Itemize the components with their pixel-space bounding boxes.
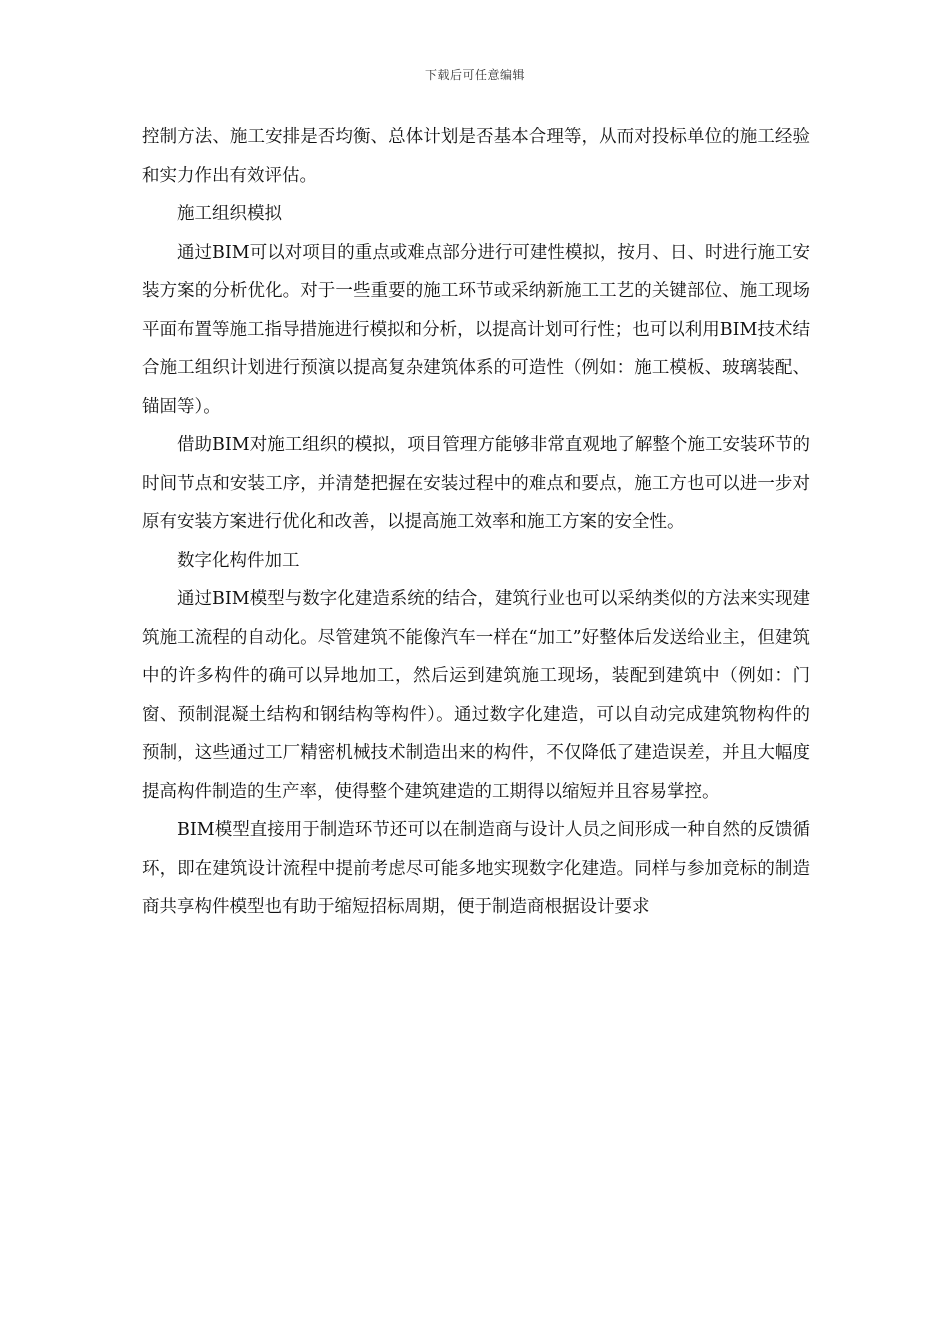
paragraph-2: 通过BIM可以对项目的重点或难点部分进行可建性模拟，按月、日、时进行施工安装方案的分析优化。对于一些重要的施工环节或采纳新施工工艺的关键部位、施工现场平面布置等施工指导措施进行模拟和分析，以提高计划可行性；也可以利用BIM技术结合施工组织计划进行预演以提高复杂建筑体系的可造性（例如：施工模板、玻璃装配、锚固等）。 xyxy=(142,242,810,417)
page-header: 下载后可任意编辑 xyxy=(424,68,525,82)
paragraph-3: 借助BIM对施工组织的模拟，项目管理方能够非常直观地了解整个施工安装环节的时间节点和安装工序，并清楚把握在安装过程中的难点和要点，施工方也可以进一步对原有安装方案进行优化和改善，以提高施工效率和施工方案的安全性。 xyxy=(142,435,810,532)
paragraph-5: BIM模型直接用于制造环节还可以在制造商与设计人员之间形成一种自然的反馈循环，即在建筑设计流程中提前考虑尽可能多地实现数字化建造。同样与参加竞标的制造商共享构件模型也有助于缩短招标周期，便于制造商根据设计要求 xyxy=(142,820,810,917)
section-heading-digital-fabrication: 数字化构件加工 xyxy=(177,550,300,571)
document-body xyxy=(142,118,810,927)
paragraph-4: 通过BIM模型与数字化建造系统的结合，建筑行业也可以采纳类似的方法来实现建筑施工流程的自动化。尽管建筑不能像汽车一样在“加工”好整体后发送给业主，但建筑中的许多构件的确可以异地加工，然后运到建筑施工现场，装配到建筑中（例如：门窗、预制混凝土结构和钢结构等构件）。通过数字化建造，可以自动完成建筑物构件的预制，这些通过工厂精密机械技术制造出来的构件，不仅降低了建造误差，并且大幅度提高构件制造的生产率，使得整个建筑建造的工期得以缩短并且容易掌控。 xyxy=(142,589,810,802)
paragraph-1: 控制方法、施工安排是否均衡、总体计划是否基本合理等，从而对投标单位的施工经验和实力作出有效评估。 xyxy=(142,127,810,186)
section-heading-construction-simulation: 施工组织模拟 xyxy=(177,204,282,224)
